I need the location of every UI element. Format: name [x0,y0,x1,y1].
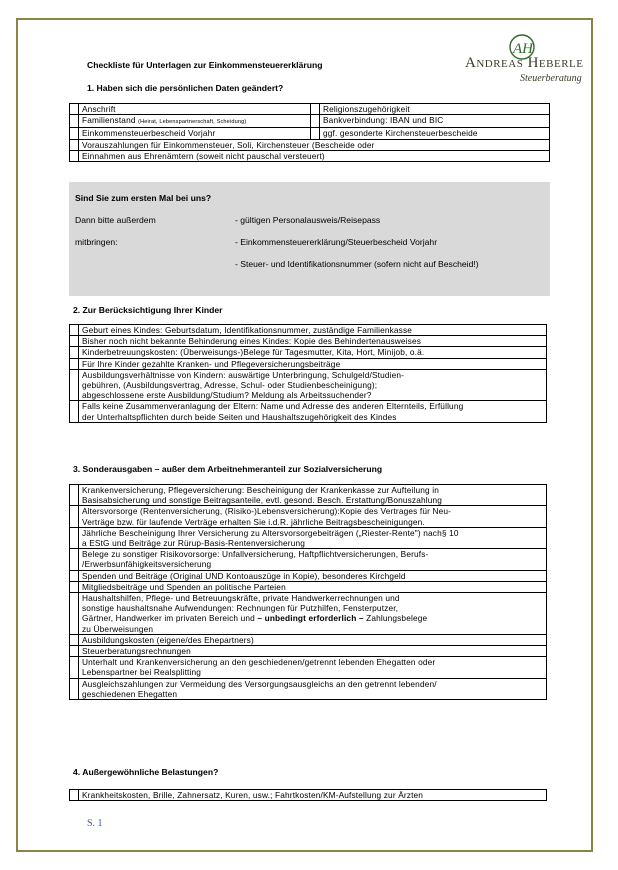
checkbox[interactable] [70,336,79,347]
section2-heading: 2. Zur Berücksichtigung Ihrer Kinder [73,305,223,315]
checkbox[interactable] [70,678,79,699]
cell-line: gebühren, (Ausbildungsvertrag, Adresse, Schul- oder Studienbescheinigung); [82,380,378,391]
page-number: S. 1 [87,818,103,829]
section4-table [69,789,547,801]
checkbox[interactable] [70,790,79,801]
table-row [70,485,547,506]
cell [79,401,547,422]
cell-line: Jährliche Bescheinigung Ihrer Versicherung zu Altersvorsorgebeiträgen („Riester-Rente") nach§ 10 [82,527,459,538]
checkbox[interactable] [70,581,79,592]
cell: Steuerberatungsrechnungen [79,646,547,657]
logo-name: Andreas Heberle [465,55,584,71]
cell-line: Falls keine Zusammenveranlagung der Eltern: Name und Adresse des anderen Elternteils, Erfüllung [82,401,464,412]
cell-line: Ausgleichszahlungen zur Vermeidung des Versorgungsausgleichs an den getrennt lebenden/ [82,678,437,689]
checkbox[interactable] [70,115,79,128]
checkbox[interactable] [70,485,79,506]
first-time-question: Sind Sie zum ersten Mal bei uns? [75,193,212,203]
checkbox[interactable] [311,128,320,139]
table-row [70,150,550,161]
table-row [70,369,547,401]
checkbox[interactable] [70,139,79,150]
table-row [70,527,547,548]
checkbox[interactable] [70,634,79,645]
first-time-line1: Dann bitte außerdem [75,215,156,225]
cell-line: sonstige haushaltsnahe Aufwendungen: Rechnungen für Putzhilfen, Fensterputzer, [82,603,399,614]
table-row [70,549,547,570]
checkbox[interactable] [70,369,79,401]
cell: Vorauszahlungen für Einkommensteuer, Soli, Kirchensteuer (Bescheide oder [79,139,550,150]
cell-line: Krankenversicherung, Pflegeversicherung: Bescheinigung der Krankenkasse zur Aufteilung in [82,485,439,495]
first-time-item: - Einkommensteuererklärung/Steuerbescheid Vorjahr [235,237,438,247]
table-row [70,401,547,422]
cell-line: zu Überweisungen [82,623,154,634]
table-row [70,634,547,645]
table-row [70,358,547,369]
checkbox[interactable] [70,549,79,570]
checkbox[interactable] [70,347,79,358]
cell-line: Lebenspartner bei Realsplitting [82,667,202,678]
section3-table [69,484,547,700]
checkbox[interactable] [70,527,79,548]
cell: Bankverbindung: IBAN und BIC [320,115,550,128]
checkbox[interactable] [70,358,79,369]
cell-line: der Unterhaltspflichten durch beide Seiten und Haushaltszugehörigkeit des Kindes [82,411,397,422]
checkbox[interactable] [70,570,79,581]
table-row [70,128,550,139]
section1-table [69,103,550,162]
checkbox[interactable] [311,104,320,115]
cell: Anschrift [79,104,311,115]
table-row [70,336,547,347]
checkbox[interactable] [70,128,79,139]
logo [462,33,592,93]
cell: Spenden und Beiträge (Original UND Kontoauszüge in Kopie), besonderes Kirchgeld [79,570,547,581]
table-row [70,506,547,527]
table-row [70,593,547,635]
section2-table [69,324,547,423]
cell-line: Ausbildungsverhältnisse von Kindern: auswärtige Unterbringung, Schulgeld/Studien- [82,369,405,380]
cell: Mitgliedsbeiträge und Spenden an politische Parteien [79,581,547,592]
checkbox[interactable] [70,401,79,422]
cell-line: geschiedenen Ehegatten [82,688,178,699]
cell-text: Gärtner, Handwerker im privaten Bereich und [82,613,258,624]
table-row [70,678,547,699]
cell-line: Haushaltshilfen, Pflege- und Betreuungskräfte, private Handwerkerrechnungen und [82,593,400,604]
cell: Ausbildungskosten (eigene/des Ehepartners) [79,634,547,645]
emphasis-text: – unbedingt erforderlich – [257,613,364,624]
checkbox[interactable] [70,593,79,635]
cell: Krankheitskosten, Brille, Zahnersatz, Kuren, usw.; Fahrtkosten/KM-Aufstellung zur Ärzten [79,790,547,801]
table-row [70,790,547,801]
first-time-item: - gültigen Personalausweis/Reisepass [235,215,381,225]
cell [79,549,547,570]
cell: Religionszugehörigkeit [320,104,550,115]
cell-line: Basisabsicherung und sonstige Beitragsanteile, evtl. gesond. Besch. Erstattung/Bonuszahlung [82,495,443,506]
cell-note: (Heirat, Lebenspartnerschaft, Scheidung) [138,119,247,126]
first-time-line2: mitbringen: [75,237,118,247]
cell-line: Altersvorsorge (Rentenversicherung, (Risiko-)Lebensversicherung):Kopie des Vertrages für Neu- [82,506,452,517]
cell-text: Familienstand [82,115,136,126]
cell [79,506,547,527]
first-time-box [69,182,550,296]
cell: ggf. gesonderte Kirchensteuerbescheide [320,128,550,139]
cell [79,678,547,699]
checkbox[interactable] [311,115,320,128]
cell-text: Zahlungsbelege [363,613,428,624]
table-row [70,570,547,581]
cell: Einkommensteuerbescheid Vorjahr [79,128,311,139]
table-row [70,347,547,358]
cell-line [82,613,543,623]
table-row [70,139,550,150]
cell: Bisher noch nicht bekannte Behinderung eines Kindes: Kopie des Behindertenausweises [79,336,547,347]
logo-subtitle: Steuerberatung [520,73,582,84]
document-title: Checkliste für Unterlagen zur Einkommensteuererklärung [87,60,323,70]
section1-heading: 1. Haben sich die persönlichen Daten geändert? [87,83,284,93]
cell-line: /Erwerbsunfähigkeitsversicherung [82,559,212,570]
cell: Kinderbetreuungskosten: (Überweisungs-)Belege für Tagesmutter, Kita, Hort, Minijob, o.ä. [79,347,547,358]
checkbox[interactable] [70,657,79,678]
checkbox[interactable] [70,150,79,161]
cell: Für Ihre Kinder gezahlte Kranken- und Pflegeversicherungsbeiträge [79,358,547,369]
table-row [70,581,547,592]
table-row [70,325,547,336]
checkbox[interactable] [70,104,79,115]
checkbox[interactable] [70,506,79,527]
cell-line: Belege zu sonstiger Risikovorsorge: Unfallversicherung, Haftpflichtversicherungen, Berufs- [82,549,429,560]
checkbox[interactable] [70,646,79,657]
table-row [70,115,550,128]
table-row [70,646,547,657]
first-time-item: - Steuer- und Identifikationsnummer (sofern nicht auf Bescheid!) [235,259,479,269]
section4-heading: 4. Außergewöhnliche Belastungen? [73,767,219,777]
cell [79,115,311,128]
cell [79,593,547,635]
cell [79,485,547,506]
cell-line: Verträge bzw. für laufende Verträge erhalten Sie i.d.R. jährliche Beitragsbescheinigungen. [82,516,425,527]
cell [79,369,547,401]
cell: Einnahmen aus Ehrenämtern (soweit nicht pauschal versteuert) [79,150,550,161]
section3-heading: 3. Sonderausgaben – außer dem Arbeitnehmeranteil zur Sozialversicherung [73,464,383,474]
cell-line: a EStG und Beiträge zur Rürup-Basis-Rentenversicherung [82,538,306,549]
cell [79,657,547,678]
svg-text:AH: AH [513,41,533,57]
checkbox[interactable] [70,325,79,336]
cell-line: abgeschlossene erste Ausbildung/Studium? Meldung als Arbeitssuchender? [82,390,372,401]
cell: Geburt eines Kindes: Geburtsdatum, Identifikationsnummer, zuständige Familienkasse [79,325,547,336]
cell-line: Unterhalt und Krankenversicherung an den geschiedenen/getrennt lebenden Ehegatten oder [82,657,436,668]
table-row [70,104,550,115]
table-row [70,657,547,678]
cell [79,527,547,548]
